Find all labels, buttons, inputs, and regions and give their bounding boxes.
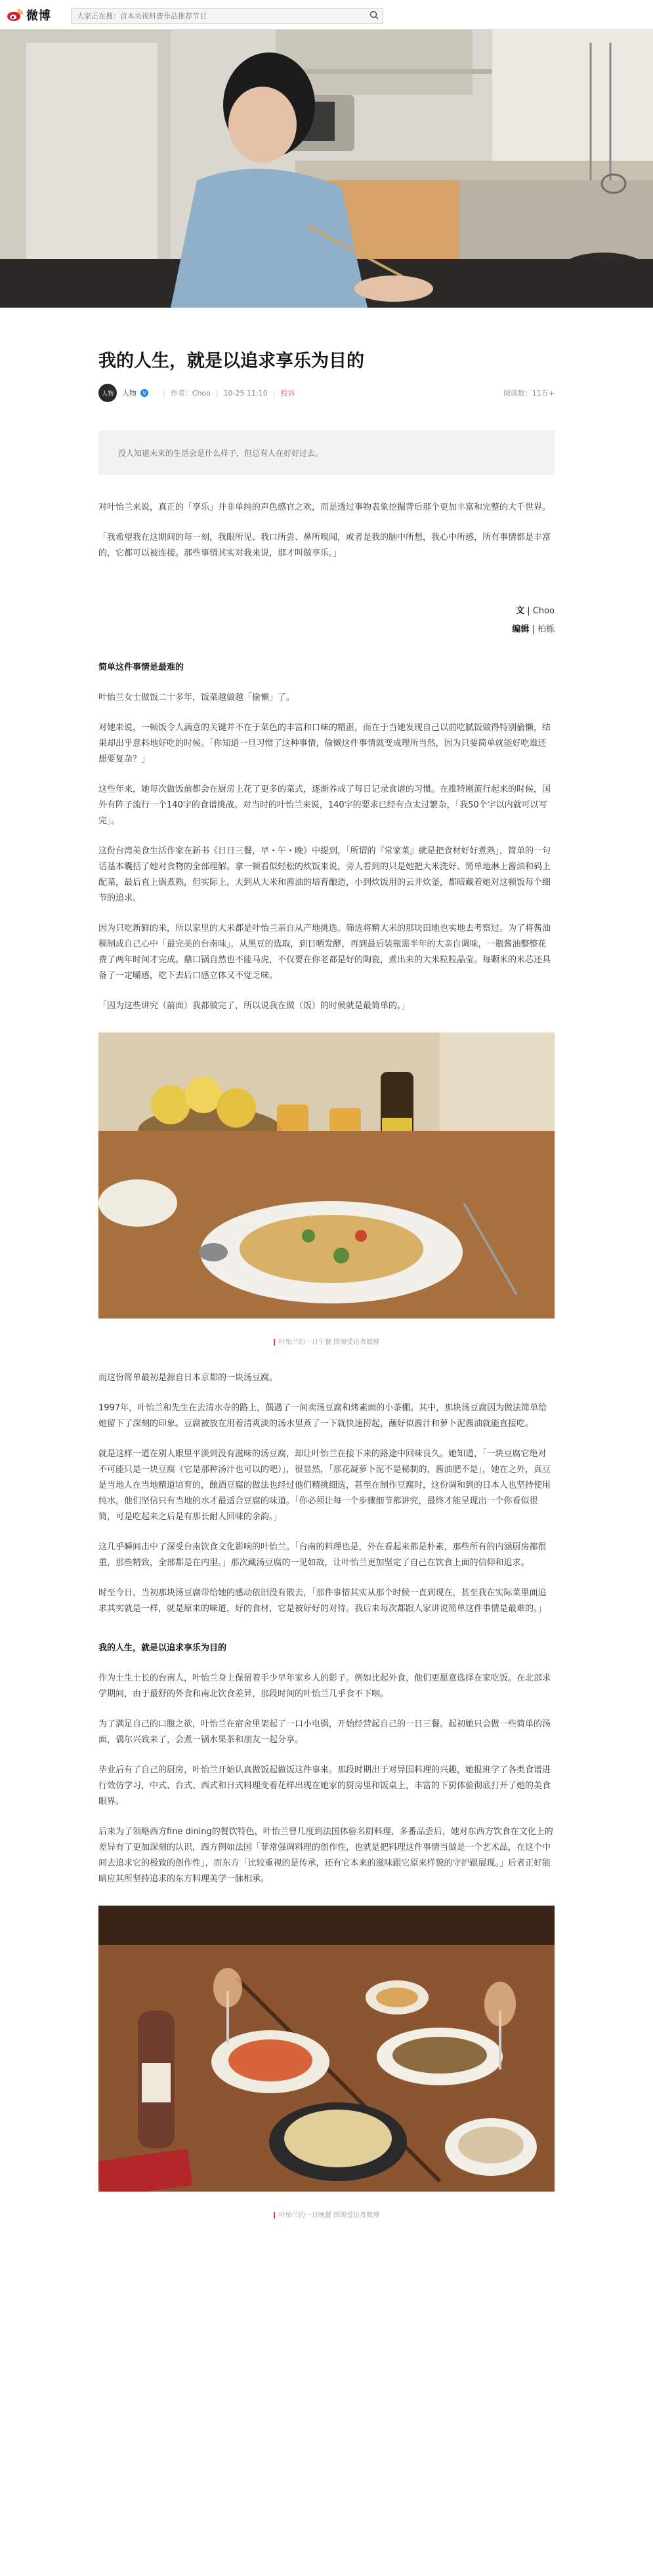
paragraph: 这些年来，她每次做饭前都会在厨房上花了更多的菜式，逐渐养成了每日记录食谱的习惯。在推特刚流行起来的时候，国外有阵子流行一个140字的食谱挑战。对当时的叶怡兰来说，140字的要求已经有点太过繁杂，「我50个字以内就可以写完」。 (98, 785, 551, 826)
search-input[interactable] (72, 10, 371, 23)
caption-text: 叶怡兰的一日晚餐 图源受访者微博 (278, 2212, 380, 2219)
caption-text: 叶怡兰的一日午餐 图源受访者微博 (278, 1339, 380, 1346)
paragraph: 作为土生土长的台南人，叶怡兰身上保留着手少早年家乡人的影子。例如比起外食，他们更愿意选择在家吃饭。在北部求学期间，由于最舒的外食和南北饮食差异，那段时间的叶怡兰几乎食不下咽。 (98, 1673, 551, 1699)
author-label: 作者：Choo (170, 389, 211, 398)
weibo-logo[interactable] (7, 7, 51, 24)
paragraph: 因为只吃新鲜的米，所以家里的大米都是叶怡兰亲自从产地挑选。筛选将精大米的那块田地也实地去考察过。为了将酱油稠制成自己心中「最完美的台南味」，从黑豆的选取，到日晒发酵，再到最后装瓶需半年的大亲自调味，一瓶酱油整整花费了两年时间才完成。鼎口锅自然也不能马虎，不仅要在你老都是好的陶瓷，煮出来的大米粒粒晶莹。每颗米的米芯还具备了一定嚼感，吃下去后口感立体又不觉乏味。 (98, 924, 551, 981)
hero-image (0, 30, 653, 308)
article-title: 我的人生，就是以追求享乐为目的 (98, 351, 364, 371)
paragraph: 而这份简单最初是源自日本京都的一块汤豆腐。 (98, 1373, 278, 1383)
article-summary (98, 430, 555, 475)
section-heading: 简单这件事情是最难的 (98, 663, 184, 672)
byline-writer-name: Choo (532, 606, 555, 616)
intro-paragraph: 对叶怡兰来说，真正的「享乐」并非单纯的声色感官之欢，而是透过事物表象挖掘背后那个更加丰富和完整的大千世界。 (98, 502, 551, 512)
paragraph: 时至今日，当初那块汤豆腐带给她的感动依旧没有散去，「那件事情其实从那个时候一直到现在，甚至我在实际菜里面追求其实就是一样，就是原来的味道，好的食材，它是被好好的对待。我后来每次都跟人家讲说简单这件事情是最难的。」 (98, 1588, 547, 1614)
paragraph: 这份台湾美食生活作家在新书《日日三餐，早・午・晚》中提到，「所谓的『常家菜』就是把食材好好煮熟」，简单的一句话基本囊括了她对食物的全部理解。拿一顿看似轻松的炊饭来说，旁人看到的只是她把大米洗好、简单地淋上酱油和码上配菜，最后直上锅煮熟，但实际上，大到从大米和酱油的培育酿造，小到炊饭用的云井炊釜，都暗藏着她对这顿饭每个细节的追求。 (98, 846, 551, 903)
paragraph: 叶怡兰女士做饭二十多年，饭菜越做越「偷懒」了。 (98, 693, 295, 703)
byline-editor-label: 编辑 (512, 624, 530, 634)
byline-writer: 文 | Choo (516, 606, 555, 616)
article-body (98, 500, 555, 2243)
article-meta (98, 383, 555, 403)
caption-marker (274, 2212, 275, 2218)
paragraph: 就是这样一道在别人眼里平淡到没有滋味的汤豆腐，却让叶怡兰在接下来的路途中回味良久。她知道，「一块豆腐它绝对不可能只是一块豆腐（它是那种汤汁也可以的吧）」，很显然，「那花凝萝卜泥不是秘制的，酱油肥不是」，她在之外，真豆是当地人在当地精道培育的，酿酒豆腐的做法也经过他们精挑细选，甚至在制作豆腐时，这份调和到的日本人也坚持使用纯水，他们坚信只有当地的水才最适合豆腐的味道。「你必须让每一个步骤细节都讲究，最终才能呈现出一个你看似很简，可是吃起来之后是有那长耐人回味的余韵。」 (98, 1449, 551, 1522)
author-name[interactable]: 人物 (122, 389, 137, 398)
search-icon[interactable] (369, 10, 379, 20)
summary-text: 没人知道未来的生活会是什么样子，但总有人在好好过去。 (118, 448, 324, 458)
section-heading: 我的人生，就是以追求享乐为目的 (98, 1643, 227, 1653)
photo-caption (98, 1335, 555, 1351)
divider: | (163, 388, 165, 398)
byline-writer-label: 文 (516, 606, 525, 616)
verified-badge-icon: V (140, 389, 148, 397)
photo-caption (98, 2208, 555, 2224)
divider: | (215, 388, 219, 398)
paragraph: 1997年，叶怡兰和先生在去清水寺的路上，偶遇了一间卖汤豆腐和烤素面的小茶棚。其中，那块汤豆腐因为做法简单给她留下了深刻的印象。豆腐被放在用着清爽淡的汤水里煮了一下就快速捞起，蘸好似酱汁和萝卜泥酱油就能直接吃。 (98, 1403, 547, 1429)
divider: | (272, 388, 276, 398)
top-navigation-bar (0, 0, 653, 30)
weibo-logo-icon (7, 9, 24, 22)
search-box[interactable] (71, 8, 383, 24)
paragraph: 为了满足自己的口腹之欲，叶怡兰在宿舍里架起了一口小电锅，开始经营起自己的一日三餐。起初她只会做一些简单的汤面，偶尔兴致来了，会煮一锅水果茶和朋友一起分享。 (98, 1719, 551, 1745)
paragraph: 「因为这些讲究（前面）我都做完了，所以说我在做（饭）的时候就是最简单的。」 (98, 1001, 410, 1011)
paragraph: 这几乎瞬间击中了深受台南饮食文化影响的叶怡兰。「台南的料理也是，外在看起来都是朴素，那些所有的内涵厨房都很重，那些精致，全部都是在内里。」那次藏汤豆腐的一见如故，让叶怡兰更加坚定了自己在饮食上面的信仰和追求。 (98, 1542, 547, 1568)
avatar[interactable]: 人物 (98, 384, 117, 402)
paragraph: 后来为了领略西方fine dining的餐饮特色，叶怡兰曾几度到法国体验名厨料理，多番品尝后，她对东西方饮食在文化上的差异有了更加深刻的认识，西方例如法国「菲常强调料理的创作性，也就是把料理这件事情当做是一个艺术品，在这个中间去追求它的极致的创作性」，而东方「比较重视的是传承，还有它本来的滋味跟它原来样貌的守护跟展现。」后者正好能暗应其所坚持追求的东方料理美学一脉相承。 (98, 1827, 553, 1884)
paragraph: 毕业后有了自己的厨房，叶怡兰开始认真做饭起做饭这件事来。那段时期出于对异国料理的兴趣，她报班学了各类食谱进行效仿学习，中式、台式、西式和日式料理变着花样出现在她家的厨房里和饭桌上，丰富的下厨体验彻底打开了她的美食眼界。 (98, 1765, 551, 1807)
photo-lunch (98, 1032, 555, 1319)
report-link[interactable]: 投诉 (280, 389, 295, 398)
photo-dinner (98, 1906, 555, 2192)
caption-marker (274, 1339, 275, 1345)
byline-editor: 编辑 | 柏栎 (512, 624, 555, 634)
paragraph: 对她来说，一顿饭令人满意的关键并不在于菜色的丰富和口味的精湛，而在于当她发现自己以前吃腻饭做得特别偷懒，结果却出乎意料地好吃的时候。「你知道一旦习惯了这种事情，偷懒这件事情就变成理所当然，因为只要简单就能好吃谁还想要复杂？」 (98, 723, 551, 764)
brand-name: 微博 (26, 9, 51, 23)
intro-quote: 「我希望我在这期间的每一刻，我眼所见、我口所尝、鼻所嗅闻，或者是我的脑中所想，我心中所感，所有事情都是丰富的，它都可以被连接。那些事情其实对我来说，那才叫做享乐。」 (98, 533, 551, 558)
read-count: 阅读数：11万+ (503, 389, 555, 398)
publish-date: 10-25 11:10 (223, 388, 268, 398)
byline-editor-name: 柏栎 (537, 624, 555, 634)
hero-photo-kitchen (0, 30, 653, 308)
